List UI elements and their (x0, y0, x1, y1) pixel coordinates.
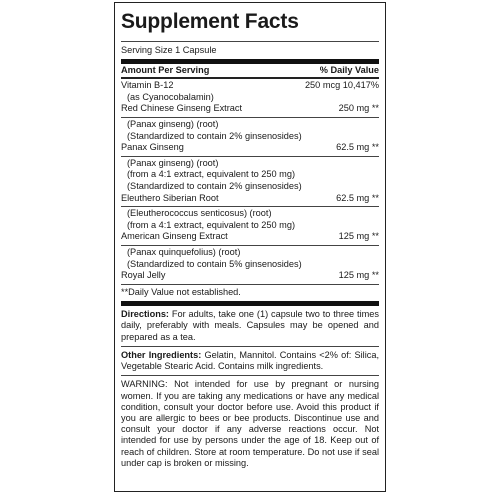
serving-size: Serving Size 1 Capsule (121, 45, 217, 55)
daily-value-label: % Daily Value (319, 64, 379, 75)
amount-per-serving-label: Amount Per Serving (121, 64, 210, 75)
ingredient-name: Vitamin B-12 (121, 80, 174, 91)
ingredient-name: Eleuthero Siberian Root (121, 192, 219, 203)
ingredient-note: (Panax quinquefolius) (root) (127, 246, 241, 257)
panel-title: Supplement Facts (121, 10, 299, 33)
ingredient-note: (from a 4:1 extract, equivalent to 250 mg) (127, 169, 296, 180)
ingredient-note: (as Cyanocobalamin) (127, 91, 214, 102)
ingredient-note: (Panax ginseng) (root) (127, 118, 219, 129)
warning-text: WARNING: Not intended for use by pregnant or nursing women. If you are taking any medications or have any medical condition, consult your doctor before use. Avoid this product if you are allergic to bees or bee products. Discontinue use and consult your doctor if any adverse reactions occur. Not intended for use by persons under the age of 18. Keep out of reach of children. Store at room temperature. Do not use if seal under cap is broken or missing. (121, 379, 379, 468)
ingredient-amount: 250 mcg 10,417% (304, 80, 379, 91)
ingredient-note: (Standardized to contain 5% ginsenosides) (127, 258, 302, 269)
directions (121, 306, 379, 346)
ingredient-american-ginseng (121, 207, 379, 245)
footnote: **Daily Value not established. (121, 286, 241, 297)
ingredient-panax-ginseng (121, 118, 379, 156)
ingredient-amount: 125 mg ** (338, 270, 379, 281)
ingredient-royal-jelly (121, 246, 379, 284)
ingredient-note: (Standardized to contain 2% ginsenosides) (127, 180, 302, 191)
directions-label: Directions: (121, 309, 169, 320)
ingredient-amount: 62.5 mg ** (336, 142, 379, 153)
ingredient-name: American Ginseng Extract (121, 231, 228, 242)
other-ingredients (121, 347, 379, 375)
ingredient-note: (Eleutherococcus senticosus) (root) (127, 208, 272, 219)
ingredient-eleuthero (121, 157, 379, 206)
column-header (121, 64, 379, 78)
ingredient-amount: 62.5 mg ** (336, 192, 379, 203)
ingredient-name: Panax Ginseng (121, 142, 184, 153)
ingredient-name: Red Chinese Ginseng Extract (121, 103, 243, 114)
ingredient-note: (Standardized to contain 2% ginsenosides) (127, 130, 302, 141)
ingredient-name: Royal Jelly (121, 270, 166, 281)
ingredient-note: (from a 4:1 extract, equivalent to 250 mg) (127, 219, 296, 230)
ingredient-vitamin-b12 (121, 79, 379, 117)
ingredient-amount: 250 mg ** (338, 103, 379, 114)
directions-text: For adults, take one (1) capsule two to three times daily, preferably with meals. Capsules may be opened and prepared as a tea. (121, 309, 379, 342)
ingredient-amount: 125 mg ** (338, 231, 379, 242)
supplement-facts-panel (114, 2, 386, 492)
ingredient-note: (Panax ginseng) (root) (127, 157, 219, 168)
other-ingredients-text: Gelatin, Mannitol. Contains <2% of: Silica, Vegetable Stearic Acid. Contains milk ingredients. (121, 349, 379, 372)
other-ingredients-label: Other Ingredients: (121, 349, 202, 360)
